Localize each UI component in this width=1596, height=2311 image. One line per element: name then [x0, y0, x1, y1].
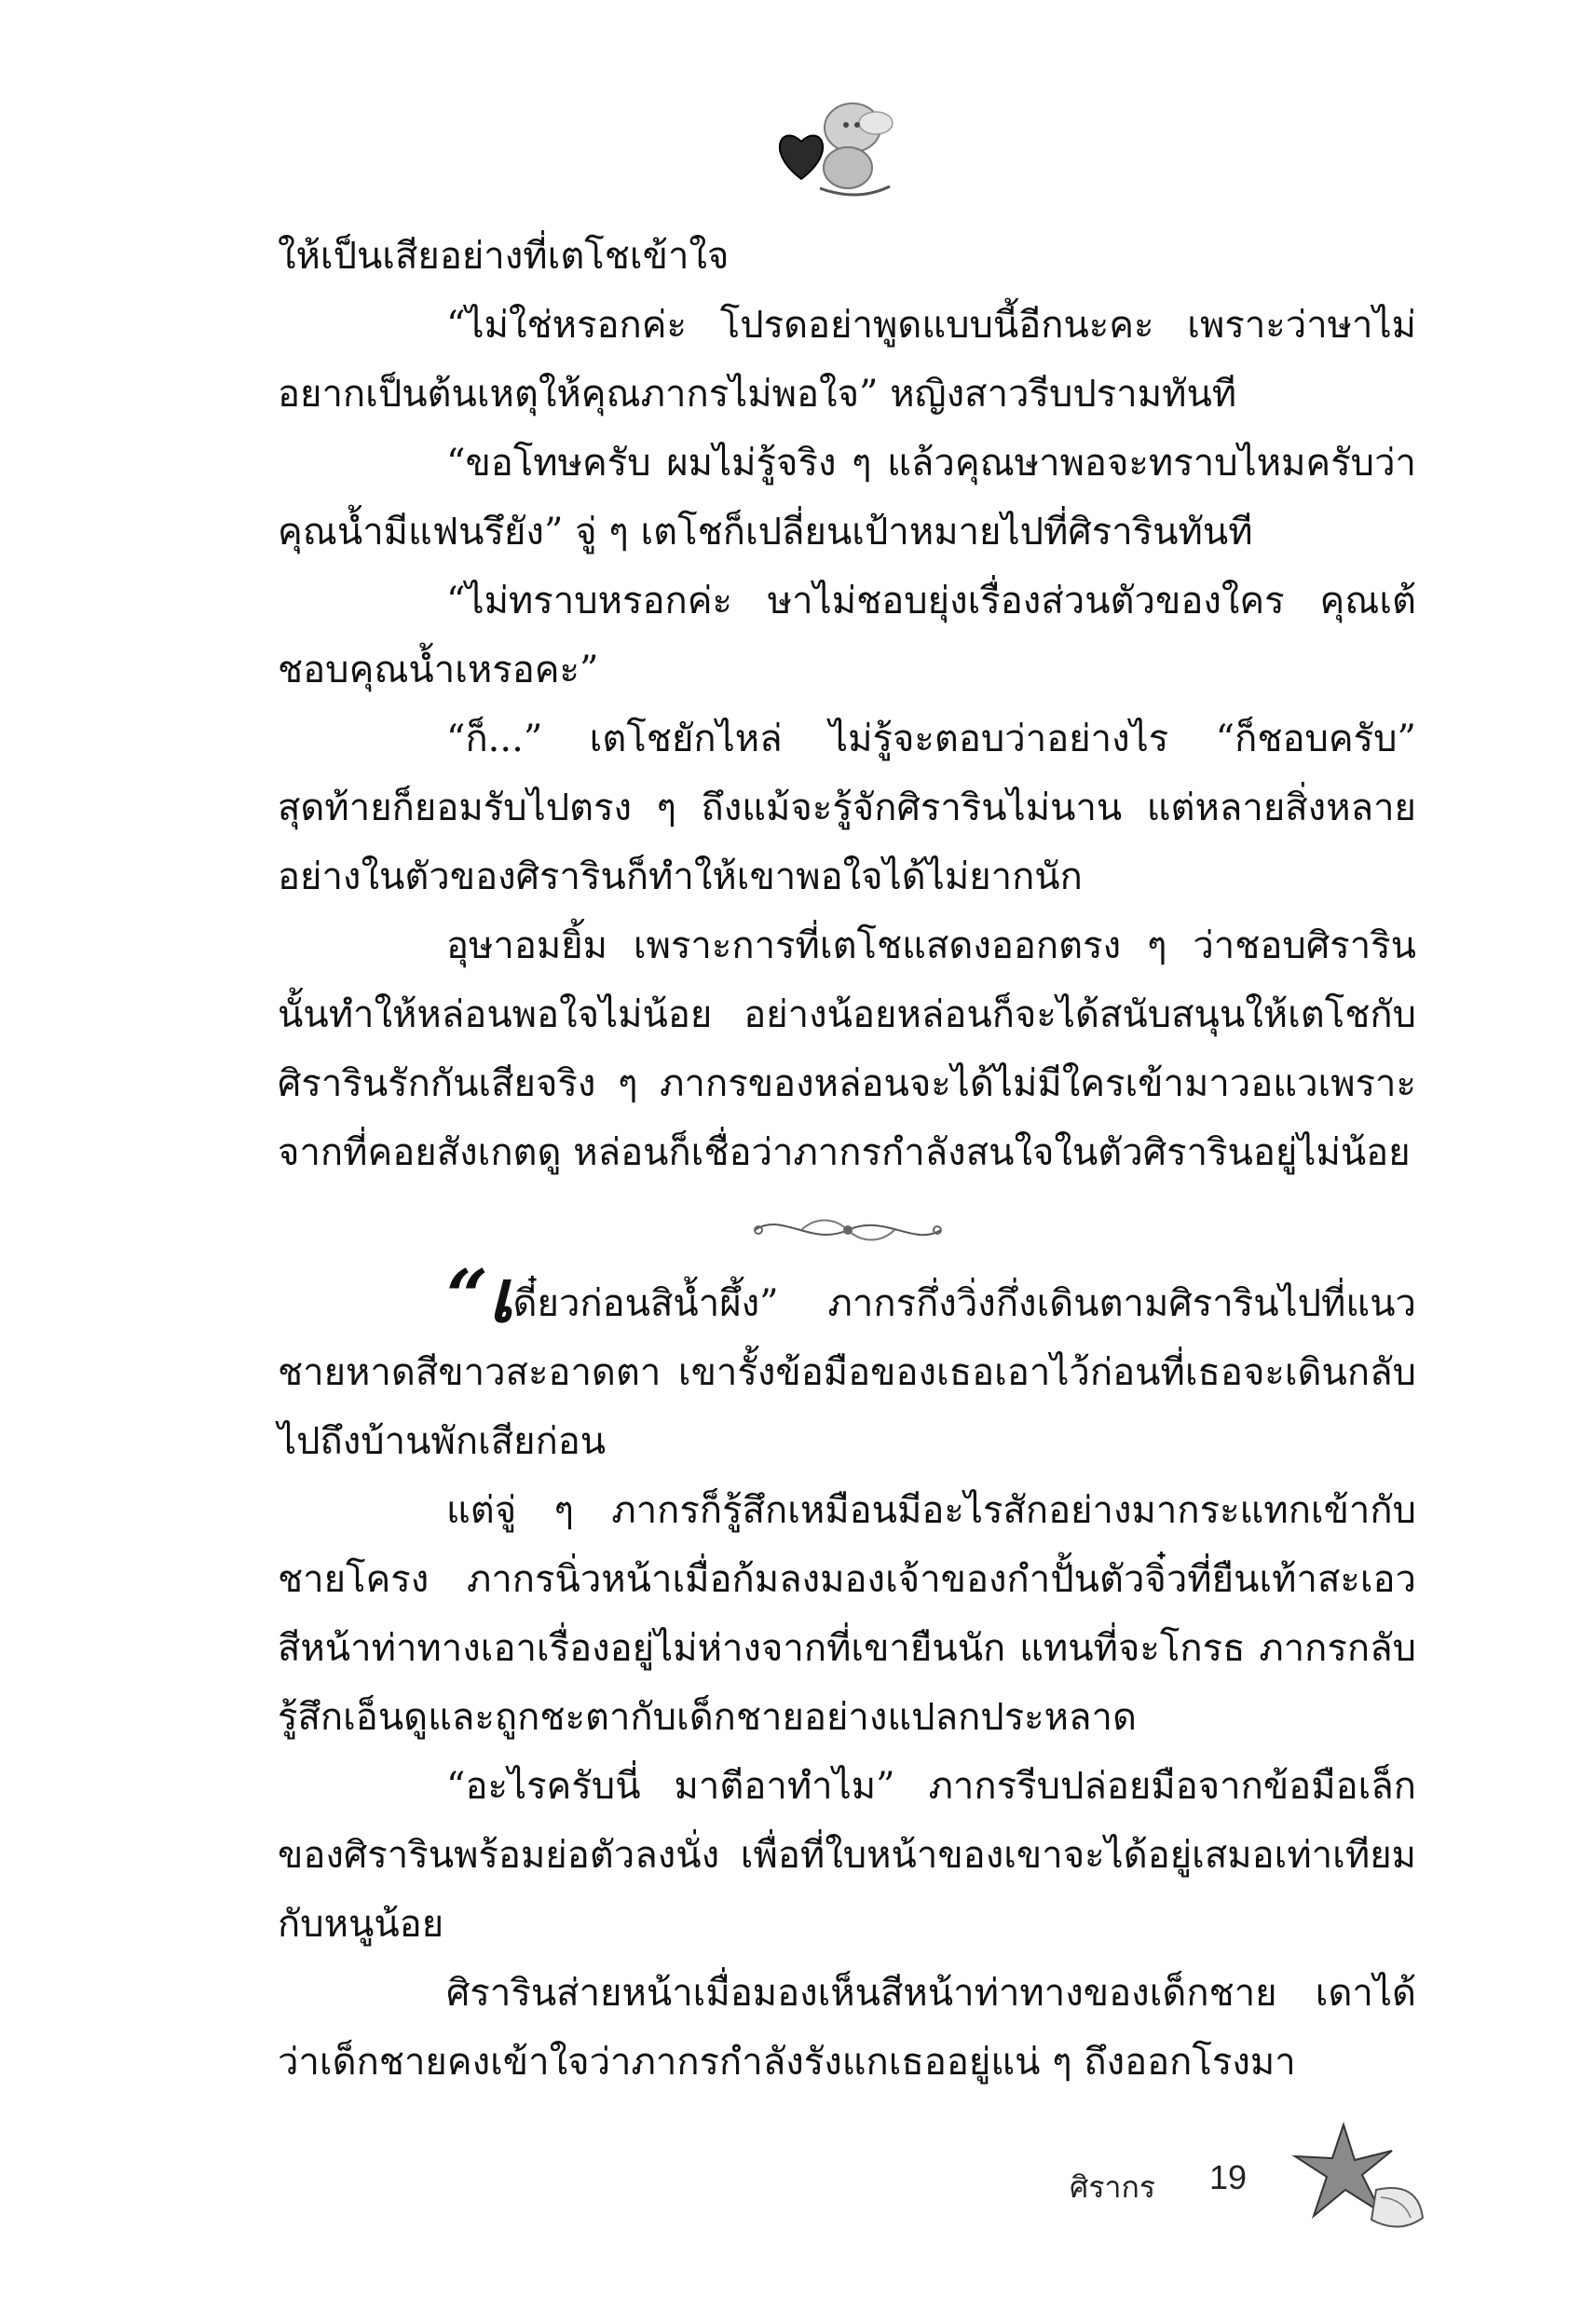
- paragraph: “ขอโทษครับ ผมไม่รู้จริง ๆ แล้วคุณษาพอจะทราบไหมครับว่าคุณน้ำมีแฟนรึยัง” จู่ ๆ เตโชก็เปลี่ยนเป้าหมายไปที่ศิรารินทันที: [278, 442, 1416, 554]
- paragraph: “ไม่ทราบหรอกค่ะ ษาไม่ชอบยุ่งเรื่องส่วนตัวของใคร คุณเต้ชอบคุณน้ำเหรอคะ”: [278, 580, 1416, 691]
- paragraph: “อะไรครับนี่ มาตีอาทำไม” ภากรรีบปล่อยมือจากข้อมือเล็กของศิรารินพร้อมย่อตัวลงนั่ง เพื่อที่ใบหน้าของเขาจะได้อยู่เสมอเท่าเทียมกับหนูน้อย: [278, 1765, 1416, 1946]
- paragraph: ให้เป็นเสียอย่างที่เตโชเข้าใจ: [278, 235, 730, 278]
- body-text-section-1: [278, 222, 1416, 1187]
- scroll-divider-ornament: [745, 1210, 950, 1251]
- paragraph: “ก็...” เตโชยักไหล่ ไม่รู้จะตอบว่าอย่างไร “ก็ชอบครับ” สุดท้ายก็ยอมรับไปตรง ๆ ถึงแม้จะรู้จักศิรารินไม่นาน แต่หลายสิ่งหลายอย่างในตัวของศิรารินก็ทำให้เขาพอใจได้ไม่ยากนัก: [278, 718, 1416, 898]
- paragraph: อุษาอมยิ้ม เพราะการที่เตโชแสดงออกตรง ๆ ว่าชอบศิรารินนั้นทำให้หล่อนพอใจไม่น้อย อย่างน้อยหล่อนก็จะได้สนับสนุนให้เตโชกับศิรารินรักกันเสียจริง ๆ ภากรของหล่อนจะได้ไม่มีใครเข้ามาวอแวเพราะจากที่คอยสังเกตดู หล่อนก็เชื่อว่าภากรกำลังสนใจในตัวศิรารินอยู่ไม่น้อย: [278, 924, 1416, 1174]
- paragraph-with-dropcap: [278, 1254, 1416, 1476]
- starfish-shell-ornament: [1288, 2115, 1427, 2236]
- page-number: 19: [1209, 2158, 1248, 2196]
- paragraph: แต่จู่ ๆ ภากรก็รู้สึกเหมือนมีอะไรสักอย่างมากระแทกเข้ากับชายโครง ภากรนิ่วหน้าเมื่อก้มลงมองเจ้าของกำปั้นตัวจิ๋วที่ยืนเท้าสะเอวสีหน้าท่าทางเอาเรื่องอยู่ไม่ห่างจากที่เขายืนนัก แทนที่จะโกรธ ภากรกลับรู้สึกเอ็นดูและถูกชะตากับเด็กชายอย่างแปลกประหลาด: [278, 1489, 1416, 1739]
- paragraph: ศิรารินส่ายหน้าเมื่อมองเห็นสีหน้าท่าทางของเด็กชาย เดาได้ว่าเด็กชายคงเข้าใจว่าภากรกำลังรังแกเธออยู่แน่ ๆ ถึงออกโรงมา: [278, 1972, 1416, 2084]
- drop-cap: “เ: [446, 1254, 513, 1339]
- paragraph-text: ดี๋ยวก่อนสิน้ำผึ้ง” ภากรกึ่งวิ่งกึ่งเดินตามศิรารินไปที่แนวชายหาดสีขาวสะอาดตา เขารั้งข้อมือของเธอเอาไว้ก่อนที่เธอจะเดินกลับไปถึงบ้านพักเสียก่อน: [278, 1282, 1416, 1463]
- cupid-heart-ornament: [764, 86, 904, 207]
- running-footer-title: ศิรากร: [1070, 2170, 1156, 2204]
- paragraph: “ไม่ใช่หรอกค่ะ โปรดอย่าพูดแบบนี้อีกนะคะ เพราะว่าษาไม่อยากเป็นต้นเหตุให้คุณภากรไม่พอใจ” หญิงสาวรีบปรามทันที: [278, 304, 1416, 416]
- body-text-section-2: [278, 1254, 1416, 2097]
